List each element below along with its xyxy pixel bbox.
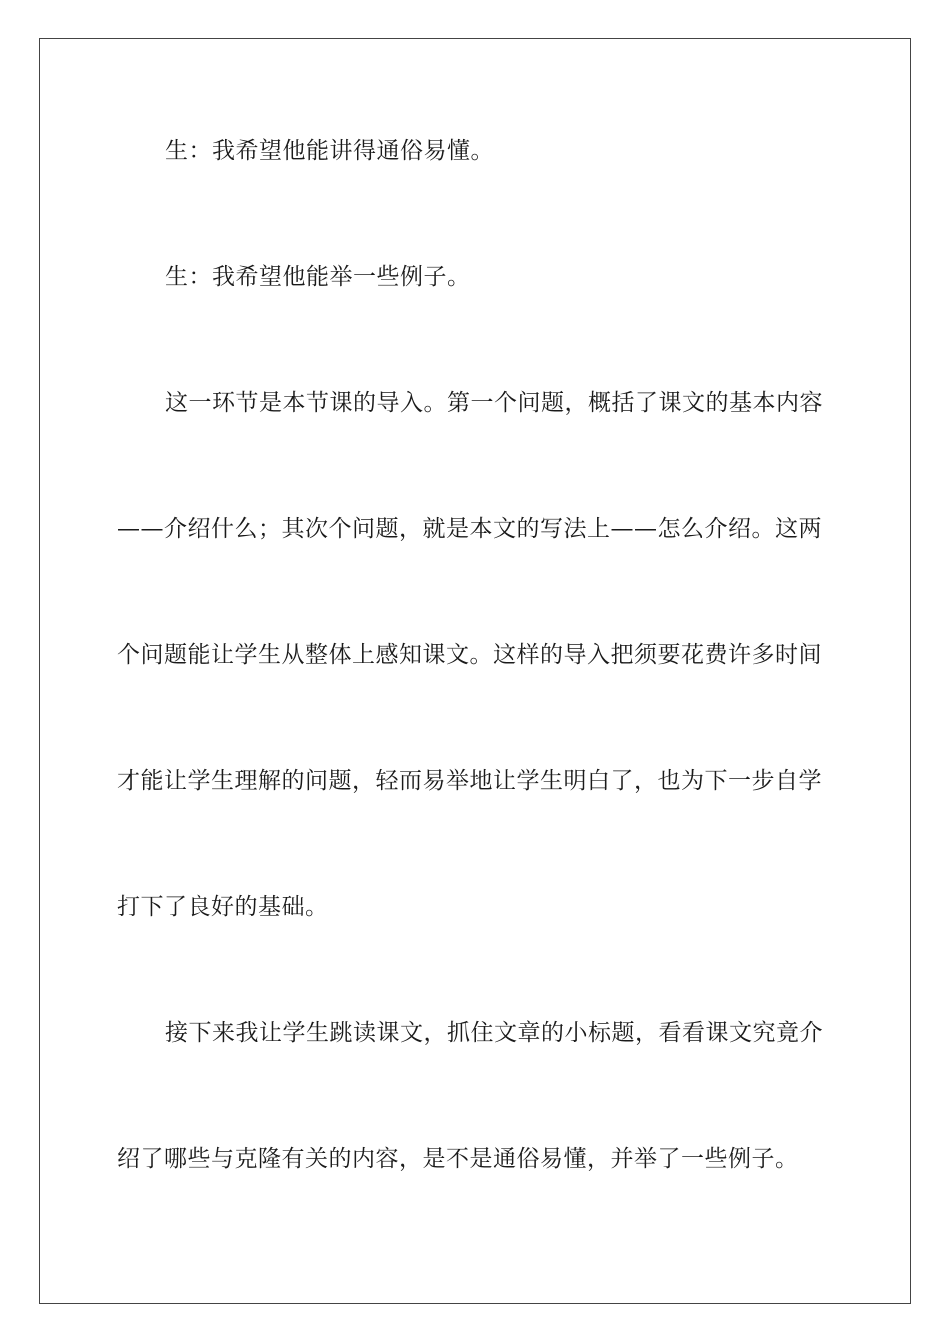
paragraph-next-step-line-2: 绍了哪些与克隆有关的内容，是不是通俗易懂，并举了一些例子。 <box>117 1146 799 1172</box>
paragraph-commentary-line-5: 打下了良好的基础。 <box>117 894 329 920</box>
paragraph-commentary-line-2: ——介绍什么；其次个问题，就是本文的写法上——怎么介绍。这两 <box>117 516 822 542</box>
paragraph-student-reply-2: 生：我希望他能举一些例子。 <box>165 264 471 290</box>
paragraph-commentary-line-4: 才能让学生理解的问题，轻而易举地让学生明白了，也为下一步自学 <box>117 768 822 794</box>
paragraph-next-step-line-1: 接下来我让学生跳读课文，抓住文章的小标题，看看课文究竟介 <box>165 1020 823 1046</box>
page-border <box>39 38 911 1304</box>
paragraph-commentary-line-1: 这一环节是本节课的导入。第一个问题，概括了课文的基本内容 <box>165 390 823 416</box>
paragraph-student-reply-1: 生：我希望他能讲得通俗易懂。 <box>165 138 494 164</box>
paragraph-commentary-line-3: 个问题能让学生从整体上感知课文。这样的导入把须要花费许多时间 <box>117 642 822 668</box>
